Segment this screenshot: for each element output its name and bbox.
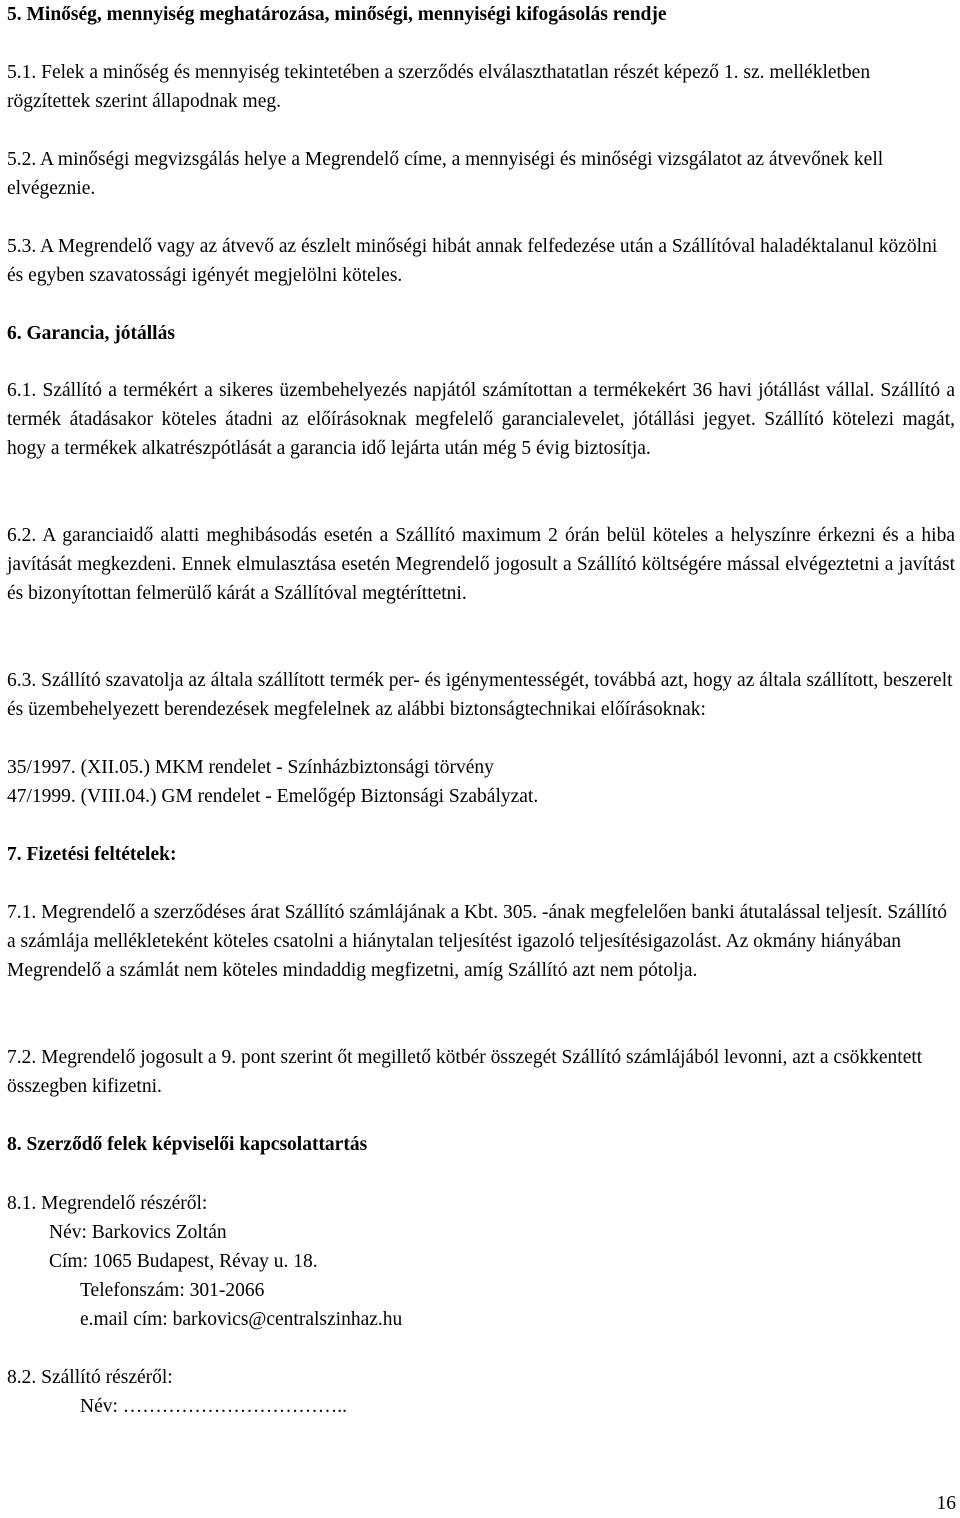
contact-1-address: Cím: 1065 Budapest, Révay u. 18. <box>49 1251 318 1272</box>
section-6-heading: 6. Garancia, jótállás <box>7 323 175 344</box>
section-8-heading: 8. Szerződő felek képviselői kapcsolattartás <box>7 1134 368 1155</box>
paragraph-5-2: 5.2. A minőségi megvizsgálás helye a Megrendelő címe, a mennyiségi és minőségi vizsgálatot az átvevőnek kell elvégeznie. <box>7 149 884 199</box>
paragraph-6-2: 6.2. A garanciaidő alatti meghibásodás esetén a Szállító maximum 2 órán belül köteles a helyszínre érkezni és a hiba javítását megkezdeni. Ennek elmulasztása esetén Megrendelő jogosult a Szállító költségére mással elvégeztetni a javítást és bizonyítottan felmerülő kárát a Szállítóval megtéríttetni. <box>7 525 955 604</box>
section-7-heading: 7. Fizetési feltételek: <box>7 844 177 865</box>
contact-1-phone: Telefonszám: 301-2066 <box>80 1280 265 1301</box>
paragraph-6-3: 6.3. Szállító szavatolja az általa szállított termék per- és igénymentességét, továbbá azt, hogy az általa szállított, beszerelt és üzembehelyezett berendezések megfelelnek az alábbi biztonságtechnikai előírásoknak: <box>7 670 953 720</box>
contact-2-title: 8.2. Szállító részéről: <box>7 1367 173 1388</box>
page-number: 16 <box>936 1493 956 1514</box>
section-5-heading: 5. Minőség, mennyiség meghatározása, minőségi, mennyiségi kifogásolás rendje <box>7 4 667 25</box>
contact-1-name: Név: Barkovics Zoltán <box>49 1222 227 1243</box>
contact-2-name: Név: …………………………….. <box>80 1396 348 1417</box>
paragraph-7-2: 7.2. Megrendelő jogosult a 9. pont szerint őt megillető kötbér összegét Szállító számlájából levonni, azt a csökkentett összegben kifizetni. <box>7 1047 923 1097</box>
paragraph-5-1: 5.1. Felek a minőség és mennyiség tekintetében a szerződés elválaszthatatlan részét képező 1. sz. mellékletben rögzítettek szerint állapodnak meg. <box>7 62 871 112</box>
contact-1-title: 8.1. Megrendelő részéről: <box>7 1193 208 1214</box>
paragraph-5-3: 5.3. A Megrendelő vagy az átvevő az észlelt minőségi hibát annak felfedezése után a Szállítóval haladéktalanul közölni és egyben szavatossági igényét megjelölni köteles. <box>7 236 938 286</box>
paragraph-7-1: 7.1. Megrendelő a szerződéses árat Szállító számlájának a Kbt. 305. -ának megfelelően banki átutalással teljesít. Szállító a számlája mellékleteként köteles csatolni a hiánytalan teljesítést igazoló teljesítésigazolást. Az okmány hiányában Megrendelő a számlát nem köteles mindaddig megfizetni, amíg Szállító azt nem pótolja. <box>7 902 947 981</box>
paragraph-6-1: 6.1. Szállító a termékért a sikeres üzembehelyezés napjától számítottan a termékekért 36 havi jótállást vállal. Szállító a termék átadásakor köteles átadni az előírásoknak megfelelő garancialevelet, jótállási jegyet. Szállító kötelezi magát, hogy a termékek alkatrészpótlását a garancia idő lejárta után még 5 évig biztosítja. <box>7 380 955 459</box>
regulation-1: 35/1997. (XII.05.) MKM rendelet - Színházbiztonsági törvény <box>7 757 494 778</box>
regulation-2: 47/1999. (VIII.04.) GM rendelet - Emelőgép Biztonsági Szabályzat. <box>7 786 539 807</box>
contact-1-email: e.mail cím: barkovics@centralszinhaz.hu <box>80 1309 403 1330</box>
